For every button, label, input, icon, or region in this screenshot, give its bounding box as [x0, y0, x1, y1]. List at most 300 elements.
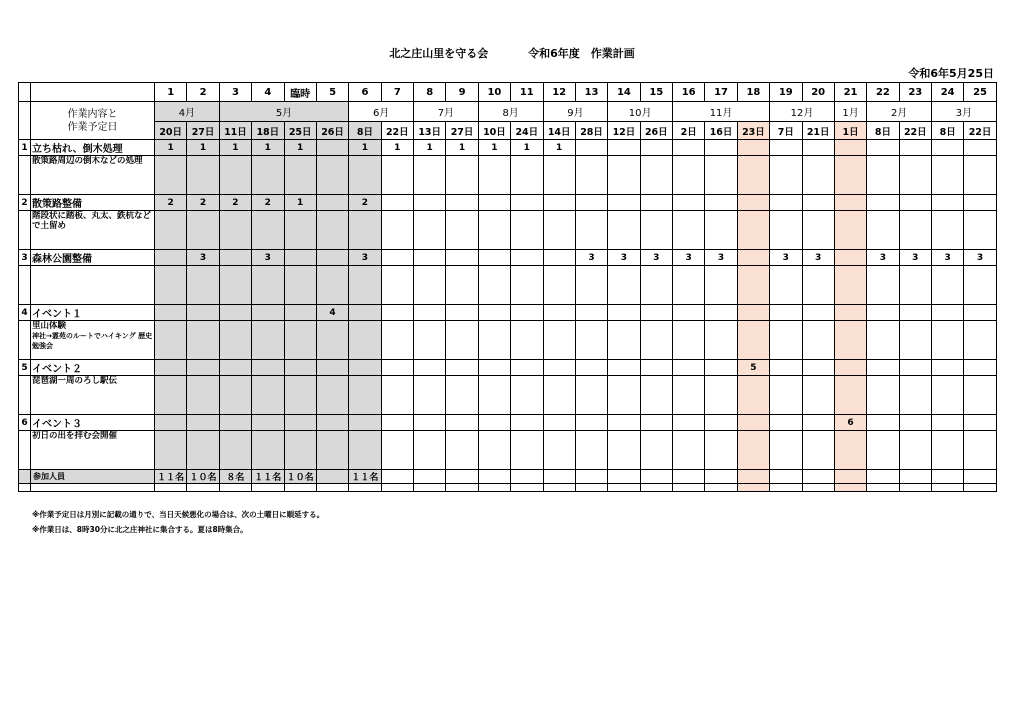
blank-cell	[31, 484, 155, 492]
schedule-cell	[608, 321, 640, 360]
task-mark	[899, 305, 931, 321]
schedule-cell	[802, 321, 834, 360]
blank-cell	[187, 484, 219, 492]
blank-cell	[155, 484, 187, 492]
task-mark	[446, 415, 478, 431]
schedule-cell	[446, 211, 478, 250]
task-mark	[964, 360, 996, 376]
content-label-line1: 作業内容と	[67, 108, 118, 120]
session-number: 12	[543, 83, 575, 102]
schedule-cell	[932, 266, 964, 305]
task-mark: 6	[834, 415, 866, 431]
task-mark	[511, 250, 543, 266]
blank-cell	[381, 484, 413, 492]
day-header: 8日	[932, 122, 964, 140]
task-mark: 1	[284, 140, 316, 156]
task-row	[19, 195, 997, 211]
session-number: 臨時	[284, 83, 316, 102]
task-mark	[478, 360, 510, 376]
schedule-cell	[770, 156, 802, 195]
task-mark	[446, 305, 478, 321]
blank-cell	[349, 484, 381, 492]
schedule-cell	[478, 321, 510, 360]
task-mark	[608, 360, 640, 376]
task-mark	[899, 415, 931, 431]
task-mark	[899, 360, 931, 376]
schedule-cell	[511, 266, 543, 305]
schedule-cell	[899, 156, 931, 195]
schedule-cell	[414, 211, 446, 250]
session-number: 14	[608, 83, 640, 102]
session-number: 17	[705, 83, 737, 102]
schedule-cell	[932, 156, 964, 195]
task-mark: 2	[349, 195, 381, 211]
schedule-cell	[673, 266, 705, 305]
month-header: 1月	[834, 102, 866, 122]
notes	[32, 507, 324, 537]
schedule-cell	[252, 431, 284, 470]
blank-cell	[802, 484, 834, 492]
schedule-cell	[316, 431, 348, 470]
task-name: イベント２	[31, 360, 155, 376]
schedule-cell	[640, 266, 672, 305]
task-desc-row	[19, 266, 997, 305]
task-mark	[770, 360, 802, 376]
task-mark	[867, 140, 899, 156]
task-mark	[478, 415, 510, 431]
task-index-spacer	[19, 321, 31, 360]
schedule-cell	[770, 431, 802, 470]
schedule-cell	[673, 211, 705, 250]
task-desc-row	[19, 321, 997, 360]
schedule-cell	[737, 156, 769, 195]
schedule-cell	[478, 266, 510, 305]
task-mark	[381, 360, 413, 376]
task-row	[19, 305, 997, 321]
task-mark	[705, 305, 737, 321]
schedule-cell	[284, 211, 316, 250]
task-mark	[834, 305, 866, 321]
task-mark: 1	[543, 140, 575, 156]
schedule-cell	[381, 376, 413, 415]
schedule-cell	[802, 431, 834, 470]
schedule-cell	[802, 211, 834, 250]
day-header: 21日	[802, 122, 834, 140]
task-mark	[640, 305, 672, 321]
blank-cell	[478, 484, 510, 492]
task-mark	[155, 360, 187, 376]
task-mark	[834, 195, 866, 211]
task-mark	[673, 360, 705, 376]
task-mark	[964, 415, 996, 431]
participant-count: １１名	[349, 470, 381, 484]
task-name: イベント１	[31, 305, 155, 321]
task-mark	[705, 360, 737, 376]
session-number: 9	[446, 83, 478, 102]
blank-cell	[834, 484, 866, 492]
schedule-cell	[543, 266, 575, 305]
task-index-spacer	[19, 431, 31, 470]
schedule-cell	[770, 266, 802, 305]
schedule-cell	[316, 211, 348, 250]
schedule-cell	[349, 266, 381, 305]
task-mark	[640, 195, 672, 211]
schedule-cell	[349, 321, 381, 360]
schedule-cell	[187, 211, 219, 250]
schedule-cell	[446, 431, 478, 470]
schedule-cell	[867, 156, 899, 195]
schedule-cell	[802, 376, 834, 415]
schedule-cell	[478, 376, 510, 415]
task-index: 3	[19, 250, 31, 266]
day-header: 25日	[284, 122, 316, 140]
schedule-cell	[543, 156, 575, 195]
task-mark	[834, 250, 866, 266]
task-desc-row	[19, 211, 997, 250]
task-mark	[284, 415, 316, 431]
task-mark	[478, 250, 510, 266]
schedule-cell	[705, 211, 737, 250]
task-mark	[316, 140, 348, 156]
session-number: 2	[187, 83, 219, 102]
task-mark: 2	[219, 195, 251, 211]
blank-cell	[867, 484, 899, 492]
participant-count	[964, 470, 996, 484]
schedule-cell	[964, 431, 996, 470]
task-mark	[446, 360, 478, 376]
schedule-cell	[414, 321, 446, 360]
schedule-cell	[187, 376, 219, 415]
task-mark	[155, 305, 187, 321]
task-mark	[187, 360, 219, 376]
month-header: 11月	[673, 102, 770, 122]
schedule-cell	[414, 376, 446, 415]
task-mark	[964, 195, 996, 211]
blank-cell	[414, 484, 446, 492]
schedule-cell	[737, 376, 769, 415]
task-index-spacer	[19, 156, 31, 195]
task-desc-text: 初日の出を拝む会開催	[32, 431, 118, 441]
day-header: 27日	[446, 122, 478, 140]
task-mark	[543, 305, 575, 321]
task-mark	[673, 140, 705, 156]
session-number: 15	[640, 83, 672, 102]
schedule-cell	[219, 321, 251, 360]
schedule-cell	[219, 431, 251, 470]
schedule-cell	[187, 321, 219, 360]
schedule-cell	[284, 321, 316, 360]
schedule-cell	[575, 211, 607, 250]
participant-count: ８名	[219, 470, 251, 484]
schedule-cell	[284, 431, 316, 470]
schedule-cell	[770, 321, 802, 360]
session-number: 23	[899, 83, 931, 102]
participant-count	[608, 470, 640, 484]
blank-cell	[219, 484, 251, 492]
blank-row	[19, 484, 997, 492]
month-header: 8月	[478, 102, 543, 122]
schedule-cell	[640, 211, 672, 250]
schedule-cell	[381, 211, 413, 250]
participant-count	[867, 470, 899, 484]
task-mark	[316, 360, 348, 376]
session-number: 3	[219, 83, 251, 102]
blank-cell	[932, 484, 964, 492]
month-header: 3月	[932, 102, 997, 122]
task-mark: 2	[187, 195, 219, 211]
task-mark	[867, 305, 899, 321]
blank-cell	[705, 484, 737, 492]
task-desc-row	[19, 376, 997, 415]
day-header: 26日	[316, 122, 348, 140]
day-header: 22日	[964, 122, 996, 140]
task-mark	[575, 305, 607, 321]
schedule-table	[18, 82, 997, 492]
participant-count	[446, 470, 478, 484]
blank-cell	[575, 484, 607, 492]
task-index: 1	[19, 140, 31, 156]
day-header: 7日	[770, 122, 802, 140]
schedule-cell	[155, 376, 187, 415]
task-mark	[770, 305, 802, 321]
task-mark	[187, 305, 219, 321]
task-name: イベント３	[31, 415, 155, 431]
participant-count	[932, 470, 964, 484]
task-mark	[349, 305, 381, 321]
schedule-cell	[511, 376, 543, 415]
schedule-cell	[284, 376, 316, 415]
task-mark	[252, 360, 284, 376]
schedule-cell	[478, 156, 510, 195]
task-mark	[834, 140, 866, 156]
task-row	[19, 415, 997, 431]
blank-cell	[770, 484, 802, 492]
task-mark	[834, 360, 866, 376]
task-mark: 1	[349, 140, 381, 156]
task-mark	[802, 360, 834, 376]
schedule-cell	[964, 156, 996, 195]
day-header: 22日	[899, 122, 931, 140]
task-mark	[737, 305, 769, 321]
session-number-row	[19, 83, 997, 102]
blank-cell	[543, 484, 575, 492]
day-header: 8日	[349, 122, 381, 140]
session-number: 10	[478, 83, 510, 102]
session-number: 22	[867, 83, 899, 102]
schedule-cell	[867, 431, 899, 470]
task-mark: 3	[964, 250, 996, 266]
task-mark	[673, 415, 705, 431]
task-mark: 5	[737, 360, 769, 376]
task-mark	[770, 140, 802, 156]
content-label-line2: 作業予定日	[67, 121, 118, 133]
task-mark: 3	[770, 250, 802, 266]
schedule-cell	[349, 431, 381, 470]
schedule-cell	[381, 156, 413, 195]
participant-count: １０名	[187, 470, 219, 484]
schedule-cell	[414, 156, 446, 195]
task-mark	[770, 415, 802, 431]
session-number: 8	[414, 83, 446, 102]
schedule-cell	[640, 156, 672, 195]
schedule-cell	[705, 266, 737, 305]
corner-cell	[19, 102, 31, 140]
task-row	[19, 360, 997, 376]
schedule-cell	[737, 211, 769, 250]
task-mark: 1	[478, 140, 510, 156]
task-mark: 3	[867, 250, 899, 266]
schedule-cell	[770, 211, 802, 250]
schedule-cell	[834, 431, 866, 470]
task-mark	[543, 250, 575, 266]
session-number: 25	[964, 83, 996, 102]
session-number: 13	[575, 83, 607, 102]
schedule-cell	[867, 211, 899, 250]
task-desc-text: 琵琶湖一周のろし駅伝	[32, 376, 118, 386]
schedule-cell	[478, 211, 510, 250]
schedule-cell	[219, 211, 251, 250]
content-label	[31, 102, 155, 140]
blank-cell	[252, 484, 284, 492]
session-number: 4	[252, 83, 284, 102]
schedule-cell	[446, 156, 478, 195]
schedule-cell	[899, 266, 931, 305]
task-mark	[284, 360, 316, 376]
task-mark: 3	[187, 250, 219, 266]
month-header: 7月	[414, 102, 479, 122]
participant-count: １１名	[155, 470, 187, 484]
task-index-spacer	[19, 266, 31, 305]
schedule-cell	[446, 266, 478, 305]
task-mark	[932, 305, 964, 321]
task-mark	[219, 415, 251, 431]
task-mark: 1	[284, 195, 316, 211]
schedule-cell	[802, 156, 834, 195]
schedule-cell	[705, 431, 737, 470]
task-description	[31, 321, 155, 360]
task-mark	[543, 415, 575, 431]
task-mark: 1	[446, 140, 478, 156]
schedule-cell	[575, 431, 607, 470]
task-mark	[932, 360, 964, 376]
schedule-cell	[964, 211, 996, 250]
session-number: 1	[155, 83, 187, 102]
participant-count	[802, 470, 834, 484]
day-header: 11日	[219, 122, 251, 140]
corner-cell	[31, 83, 155, 102]
schedule-cell	[834, 266, 866, 305]
blank-cell	[673, 484, 705, 492]
blank-cell	[511, 484, 543, 492]
task-mark	[867, 360, 899, 376]
participant-count	[899, 470, 931, 484]
task-mark	[608, 195, 640, 211]
task-description	[31, 266, 155, 305]
schedule-cell	[932, 376, 964, 415]
task-mark	[414, 250, 446, 266]
schedule-cell	[284, 156, 316, 195]
day-header: 2日	[673, 122, 705, 140]
participant-count	[737, 470, 769, 484]
schedule-cell	[252, 376, 284, 415]
task-mark	[511, 360, 543, 376]
blank-cell	[19, 484, 31, 492]
session-number: 19	[770, 83, 802, 102]
schedule-cell	[511, 211, 543, 250]
task-mark	[381, 250, 413, 266]
day-header: 13日	[414, 122, 446, 140]
task-desc-row	[19, 431, 997, 470]
schedule-cell	[349, 376, 381, 415]
task-mark	[381, 195, 413, 211]
day-header: 12日	[608, 122, 640, 140]
task-mark	[673, 195, 705, 211]
task-mark	[155, 415, 187, 431]
participant-count	[575, 470, 607, 484]
task-index: 2	[19, 195, 31, 211]
task-mark	[155, 250, 187, 266]
schedule-cell	[899, 431, 931, 470]
note-2: ※作業日は、8時30分に北之庄神社に集合する。夏は8時集合。	[32, 525, 248, 534]
schedule-cell	[155, 321, 187, 360]
task-mark	[511, 195, 543, 211]
day-header: 23日	[737, 122, 769, 140]
task-row	[19, 140, 997, 156]
task-mark	[478, 305, 510, 321]
task-mark: 3	[349, 250, 381, 266]
task-index: 6	[19, 415, 31, 431]
schedule-cell	[932, 431, 964, 470]
task-mark	[543, 360, 575, 376]
blank-cell	[737, 484, 769, 492]
schedule-cell	[446, 376, 478, 415]
task-mark	[349, 415, 381, 431]
schedule-cell	[964, 321, 996, 360]
task-mark	[381, 305, 413, 321]
task-mark: 1	[252, 140, 284, 156]
task-mark	[575, 140, 607, 156]
task-mark	[252, 415, 284, 431]
day-header: 22日	[381, 122, 413, 140]
participant-count	[673, 470, 705, 484]
blank-cell	[608, 484, 640, 492]
task-mark	[899, 195, 931, 211]
schedule-cell	[316, 376, 348, 415]
task-mark: 2	[252, 195, 284, 211]
document-date: 令和6年5月25日	[908, 67, 994, 80]
schedule-cell	[834, 156, 866, 195]
day-header: 10日	[478, 122, 510, 140]
schedule-cell	[446, 321, 478, 360]
schedule-cell	[899, 211, 931, 250]
note-1: ※作業予定日は月別に記載の通りで、当日天候悪化の場合は、次の土曜日に順延する。	[32, 510, 325, 519]
participant-count	[414, 470, 446, 484]
session-number: 21	[834, 83, 866, 102]
task-row	[19, 250, 997, 266]
blank-cell	[899, 484, 931, 492]
task-mark	[252, 305, 284, 321]
task-mark	[446, 195, 478, 211]
month-header: 12月	[770, 102, 835, 122]
day-header: 26日	[640, 122, 672, 140]
participants-row	[19, 470, 997, 484]
task-mark	[575, 415, 607, 431]
schedule-cell	[899, 376, 931, 415]
schedule-cell	[543, 211, 575, 250]
task-mark	[511, 305, 543, 321]
schedule-cell	[964, 376, 996, 415]
schedule-cell	[155, 156, 187, 195]
